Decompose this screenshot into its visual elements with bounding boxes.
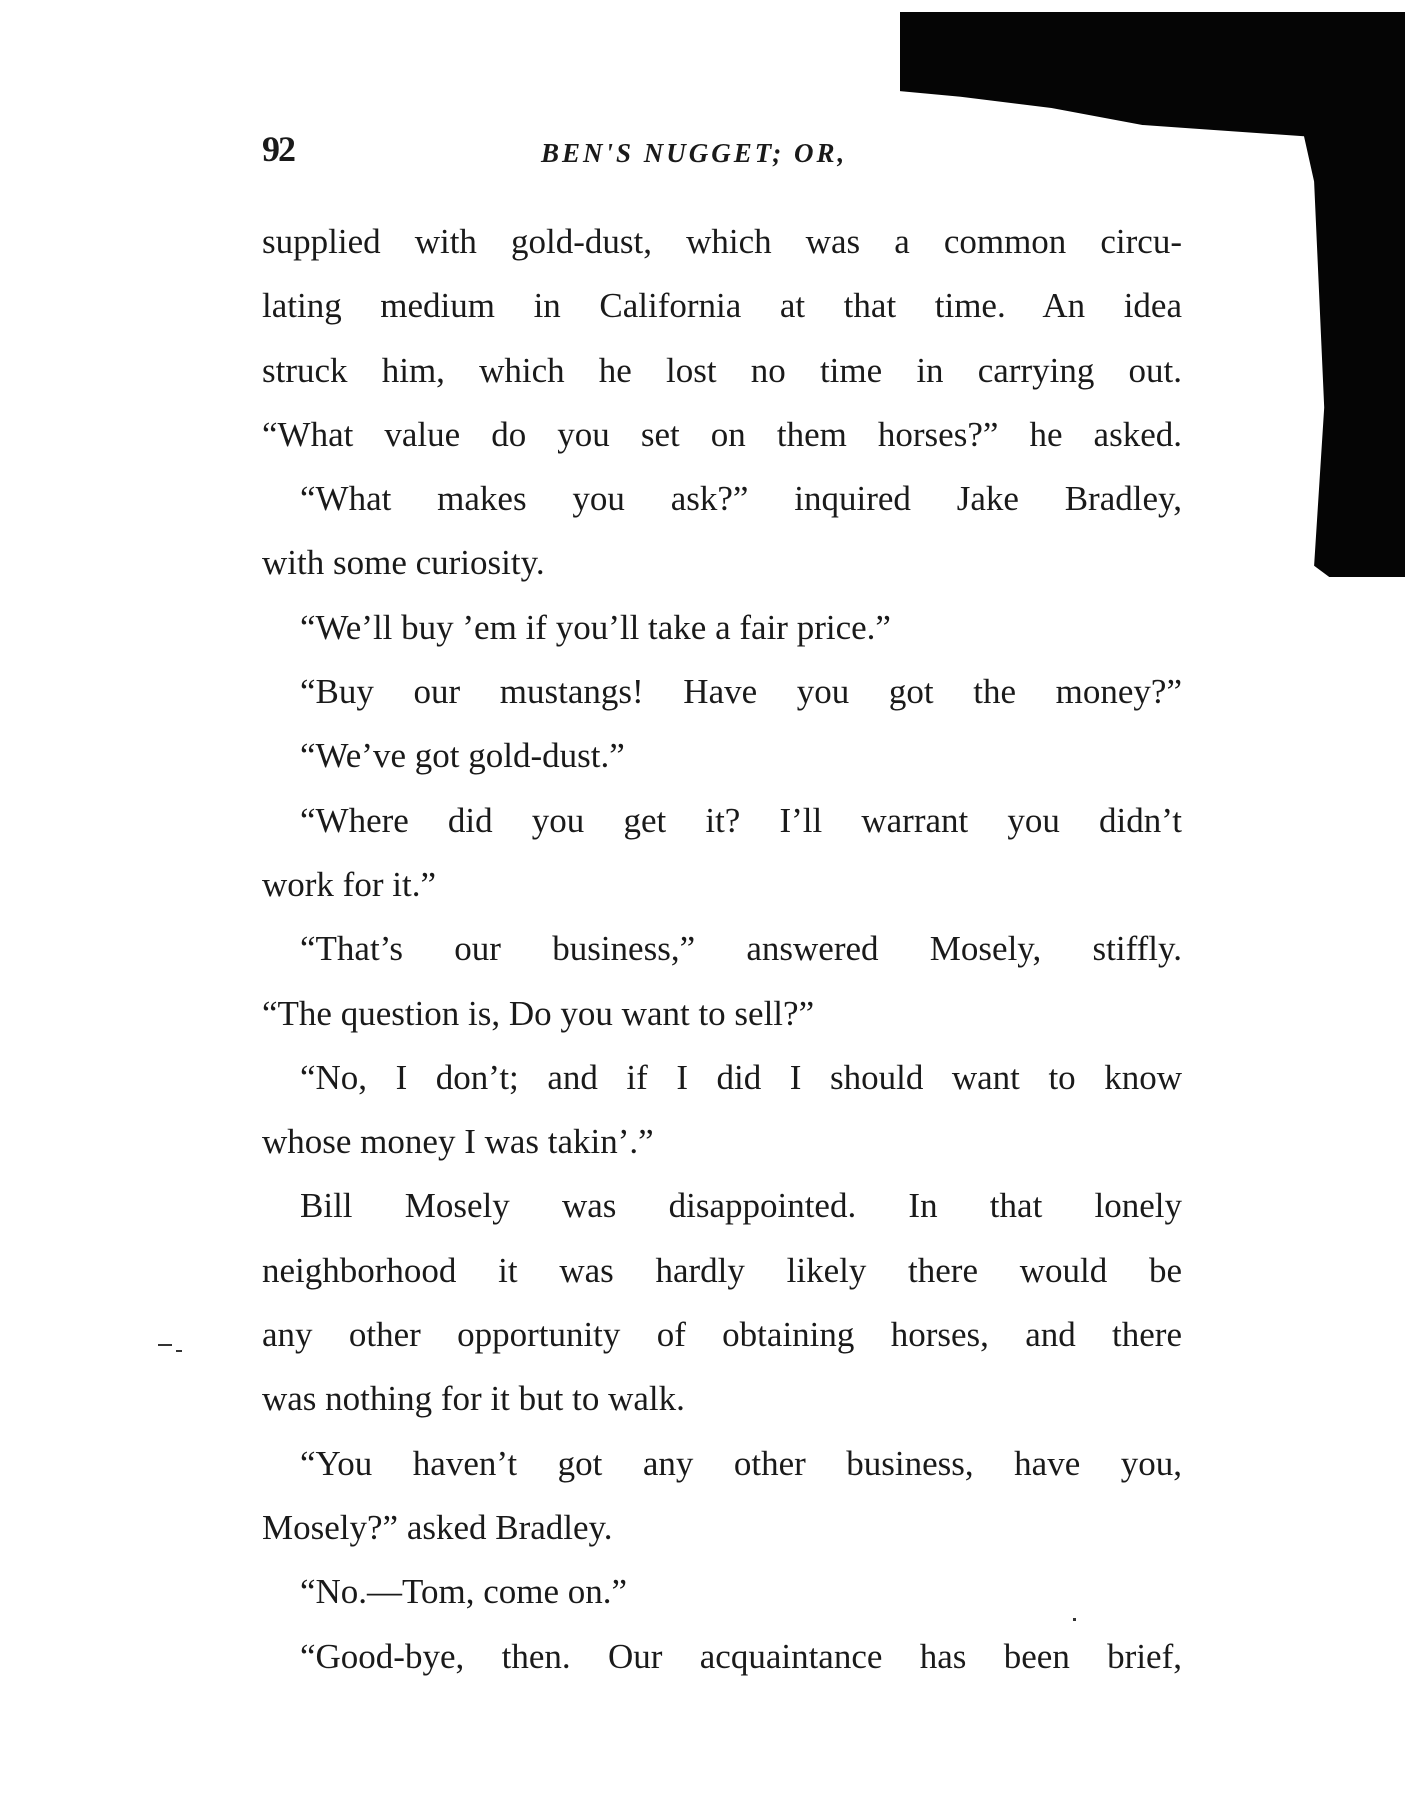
scan-speck [158,1344,172,1346]
text-line: Mosely?” asked Bradley. [262,1507,613,1547]
body-text [262,210,1182,1689]
text-line: “You haven’t got any other business, have you, [300,1443,1182,1483]
text-line: supplied with gold-dust, which was a common circu- [262,222,1182,261]
text-line: was nothing for it but to walk. [262,1379,685,1419]
text-line: “What makes you ask?” inquired Jake Bradley, [300,479,1182,519]
text-line: with some curiosity. [262,543,545,583]
text-line: struck him, which he lost no time in carrying out. [262,350,1182,390]
text-line: “No, I don’t; and if I did I should want to know [300,1057,1182,1097]
text-line: Bill Mosely was disappointed. In that lonely [300,1186,1182,1226]
scan-speck [176,1350,182,1352]
text-line: work for it.” [262,864,436,904]
text-line: “Buy our mustangs! Have you got the money?” [300,672,1182,712]
scan-speck [1073,1618,1076,1621]
text-line: lating medium in California at that time. An idea [262,286,1182,326]
text-line: neighborhood it was hardly likely there would be [262,1250,1182,1290]
page-number: 92 [262,129,294,169]
text-line: any other opportunity of obtaining horses, and there [262,1315,1182,1355]
running-head: BEN'S NUGGET; OR, [541,138,848,168]
text-line: “That’s our business,” answered Mosely, stiffly. [300,929,1182,969]
text-line: whose money I was takin’.” [262,1122,654,1162]
text-line: “We’ll buy ’em if you’ll take a fair price.” [300,607,891,647]
text-line: “No.—Tom, come on.” [300,1572,628,1612]
page-header [262,128,1182,178]
text-line: “Where did you get it? I’ll warrant you didn’t [300,800,1182,840]
text-line: “Good-bye, then. Our acquaintance has been brief, [300,1636,1182,1676]
text-line: “What value do you set on them horses?” he asked. [262,414,1182,454]
text-line: “The question is, Do you want to sell?” [262,993,815,1033]
text-line: “We’ve got gold-dust.” [300,736,625,776]
